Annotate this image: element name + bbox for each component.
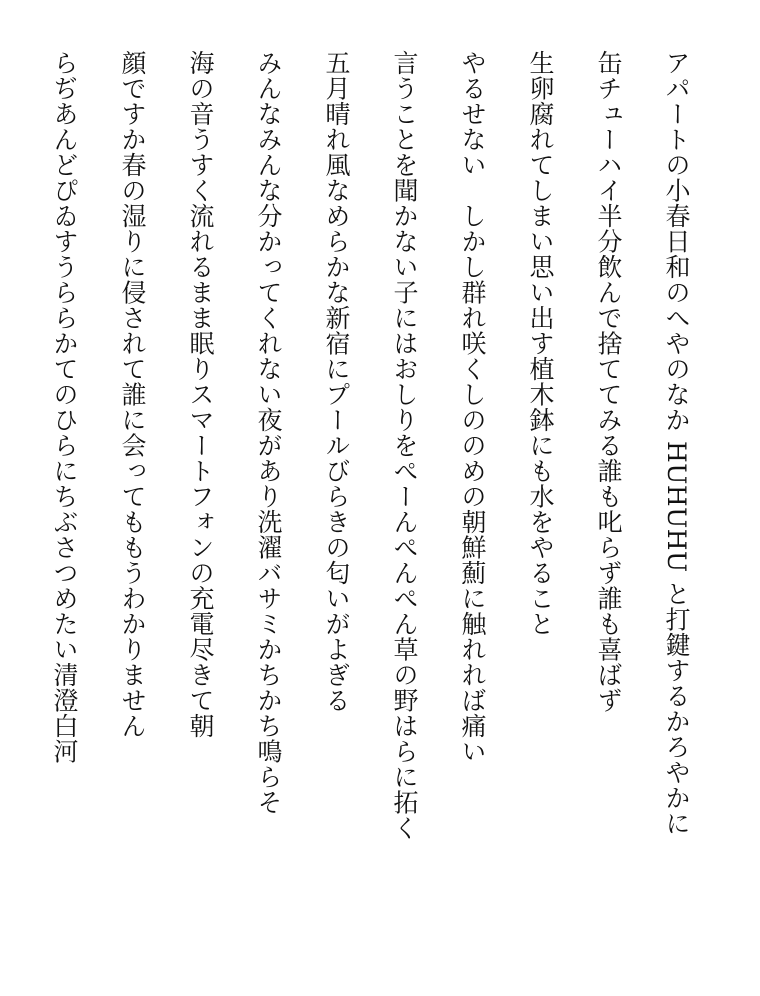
poem-line-6: 五月晴れ風なめらかな新宿にプールびらきの匂いがよぎる <box>322 50 351 713</box>
poem-line-9: 顔ですか春の湿りに侵されて誰に会ってももうわかりません <box>118 50 147 739</box>
poem-line-4: やるせない しかし群れ咲くしののめの朝鮮薊に触れれば痛い <box>458 50 487 764</box>
poem-line-10: らぢあんどぴゐすうららかてのひらにちぶさつめたい清澄白河 <box>50 50 79 764</box>
tanka-poem <box>30 50 710 950</box>
poem-line-7: みんなみんな分かってくれない夜があり洗濯バサミかちかち鳴らそ <box>254 50 283 815</box>
poem-line-2: 缶チューハイ半分飲んで捨ててみる誰も叱らず誰も喜ばず <box>594 50 623 713</box>
poem-line-1: アパートの小春日和のへやのなか HUHUHU と打鍵するかろやかに <box>662 50 691 837</box>
poem-line-3: 生卵腐れてしまい思い出す植木鉢にも水をやること <box>526 50 555 637</box>
poem-line-8: 海の音うすく流れるまま眠りスマートフォンの充電尽きて朝 <box>186 50 215 739</box>
poem-line-5: 言うことを聞かない子にはおしりをぺーんぺんぺん草の野はらに拓く <box>390 50 419 841</box>
